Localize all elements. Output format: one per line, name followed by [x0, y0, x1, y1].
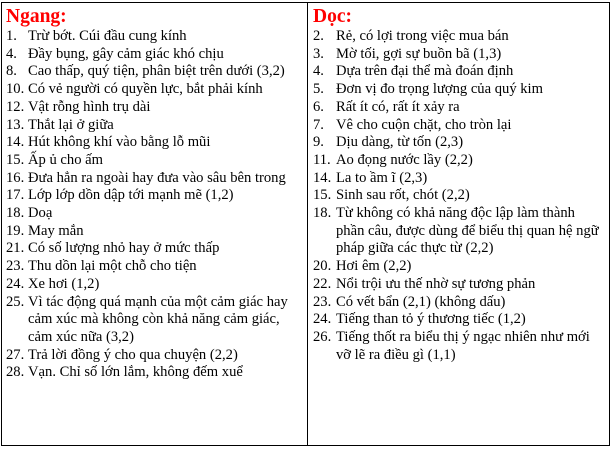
clue-number: 23. — [313, 293, 332, 310]
down-column — [308, 3, 609, 445]
clue-text: Sinh sau rốt, chót (2,2) — [336, 187, 470, 204]
clue-text: Tiếng than tỏ ý thương tiếc (1,2) — [336, 311, 526, 328]
down-clue — [313, 117, 605, 135]
clue-number: 15. — [6, 151, 25, 168]
clue-text: Ấp ủ cho ấm — [28, 151, 103, 168]
clue-text: Nổi trội ưu thế nhờ sự tương phản — [336, 275, 536, 292]
clue-text: Trả lời đồng ý cho qua chuyện (2,2) — [28, 346, 238, 363]
clue-text: Ao đọng nước lầy (2,2) — [336, 151, 473, 168]
across-clue — [6, 46, 303, 64]
clue-number: 28. — [6, 364, 25, 381]
clue-number: 19. — [6, 222, 25, 239]
across-clue — [6, 152, 303, 170]
across-clue — [6, 81, 303, 99]
across-column — [2, 3, 308, 445]
across-clue — [6, 134, 303, 152]
across-clue — [6, 223, 303, 241]
clue-text: Doạ — [28, 205, 53, 222]
clue-text: Vật rỗng hình trụ dài — [28, 98, 151, 115]
clue-text: Vê cho cuộn chặt, cho tròn lại — [336, 116, 512, 133]
clue-text: Có vết bẩn (2,1) (không dấu) — [336, 293, 506, 310]
clue-text: Có vẻ người có quyền lực, bắt phải kính — [28, 81, 263, 98]
down-clue — [313, 170, 605, 188]
clue-text: Tiếng thốt ra biểu thị ý ngạc nhiên như mới vỡ lẽ ra điều gì (1,1) — [336, 328, 590, 363]
down-clue — [313, 134, 605, 152]
clue-text: Dựa trên đại thể mà đoán định — [336, 63, 514, 80]
across-clue — [6, 276, 303, 294]
down-clue — [313, 99, 605, 117]
clue-number: 24. — [6, 275, 25, 292]
clue-number: 4. — [6, 45, 17, 62]
clue-number: 11. — [313, 151, 331, 168]
clue-text: Rất ít có, rất ít xảy ra — [336, 98, 460, 115]
clue-text: Cao thấp, quý tiện, phân biệt trên dưới (3,2) — [28, 63, 285, 80]
crossword-clues-table — [1, 2, 610, 446]
clue-number: 22. — [313, 275, 332, 292]
clue-text: Thắt lại ở giữa — [28, 116, 114, 133]
clue-number: 20. — [313, 258, 332, 275]
clue-number: 17. — [6, 187, 25, 204]
clue-text: Đầy bụng, gây cảm giác khó chịu — [28, 45, 224, 62]
down-clue — [313, 276, 605, 294]
clue-text: Xe hơi (1,2) — [28, 275, 100, 292]
clue-number: 6. — [313, 98, 324, 115]
clue-text: Đưa hẳn ra ngoài hay đưa vào sâu bên trong — [28, 169, 286, 186]
down-clue — [313, 311, 605, 329]
clue-text: Đơn vị đo trọng lượng của quý kim — [336, 81, 543, 98]
down-clue — [313, 152, 605, 170]
clue-number: 15. — [313, 187, 332, 204]
across-clue — [6, 187, 303, 205]
clue-number: 24. — [313, 311, 332, 328]
down-clue — [313, 258, 605, 276]
clue-number: 18. — [6, 205, 25, 222]
clue-number: 14. — [6, 134, 25, 151]
down-clue-list — [313, 28, 605, 364]
clue-text: Hút không khí vào bằng lỗ mũi — [28, 134, 211, 151]
clue-number: 12. — [6, 98, 25, 115]
down-clue — [313, 81, 605, 99]
clue-number: 16. — [6, 169, 25, 186]
clue-text: Hơi êm (2,2) — [336, 258, 412, 275]
clue-number: 14. — [313, 169, 332, 186]
clue-number: 1. — [6, 28, 17, 44]
clue-number: 2. — [313, 28, 324, 44]
clue-text: La to ầm ĩ (2,3) — [336, 169, 428, 186]
clue-text: Lớp lớp dồn dập tới mạnh mẽ (1,2) — [28, 187, 234, 204]
clue-text: Trừ bớt. Cúi đầu cung kính — [28, 28, 187, 44]
down-clue — [313, 46, 605, 64]
clue-number: 18. — [313, 205, 332, 222]
clue-text: Thu dồn lại một chỗ cho tiện — [28, 258, 197, 275]
clue-number: 4. — [313, 63, 324, 80]
clue-number: 8. — [6, 63, 17, 80]
across-clue — [6, 63, 303, 81]
clue-number: 5. — [313, 81, 324, 98]
clue-number: 3. — [313, 45, 324, 62]
across-clue — [6, 28, 303, 46]
across-clue — [6, 364, 303, 382]
down-clue — [313, 63, 605, 81]
clue-text: Vì tác động quá mạnh của một cảm giác hay cảm xúc mà không còn khả năng cảm giác, cảm xúc nữa (3,2) — [28, 293, 288, 345]
clue-text: Vạn. Chỉ số lớn lắm, không đếm xuể — [28, 364, 243, 381]
down-clue — [313, 329, 605, 364]
clue-number: 10. — [6, 81, 25, 98]
across-clue — [6, 99, 303, 117]
across-clue — [6, 240, 303, 258]
down-clue — [313, 205, 605, 258]
across-clue — [6, 117, 303, 135]
clue-number: 27. — [6, 346, 25, 363]
clue-number: 7. — [313, 116, 324, 133]
clue-text: May mắn — [28, 222, 84, 239]
down-clue — [313, 187, 605, 205]
across-clue — [6, 170, 303, 188]
clue-text: Từ không có khả năng độc lập làm thành phần câu, được dùng để biểu thị quan hệ ngữ pháp giữa các thực từ (2,2) — [336, 205, 599, 257]
clue-number: 23. — [6, 258, 25, 275]
clue-text: Rẻ, có lợi trong việc mua bán — [336, 28, 509, 44]
across-clue — [6, 258, 303, 276]
clue-text: Có số lượng nhỏ hay ở mức thấp — [28, 240, 220, 257]
down-clue — [313, 28, 605, 46]
across-heading: Ngang: — [6, 6, 67, 27]
clue-text: Mờ tối, gợi sự buồn bã (1,3) — [336, 45, 502, 62]
clue-number: 13. — [6, 116, 25, 133]
down-heading: Dọc: — [313, 6, 352, 27]
across-clue — [6, 205, 303, 223]
across-clue — [6, 347, 303, 365]
across-clue-list — [6, 28, 303, 382]
clue-number: 21. — [6, 240, 25, 257]
clue-text: Dịu dàng, từ tốn (2,3) — [336, 134, 464, 151]
clue-number: 9. — [313, 134, 324, 151]
clue-number: 26. — [313, 328, 332, 345]
down-clue — [313, 294, 605, 312]
clue-number: 25. — [6, 293, 25, 310]
across-clue — [6, 294, 303, 347]
